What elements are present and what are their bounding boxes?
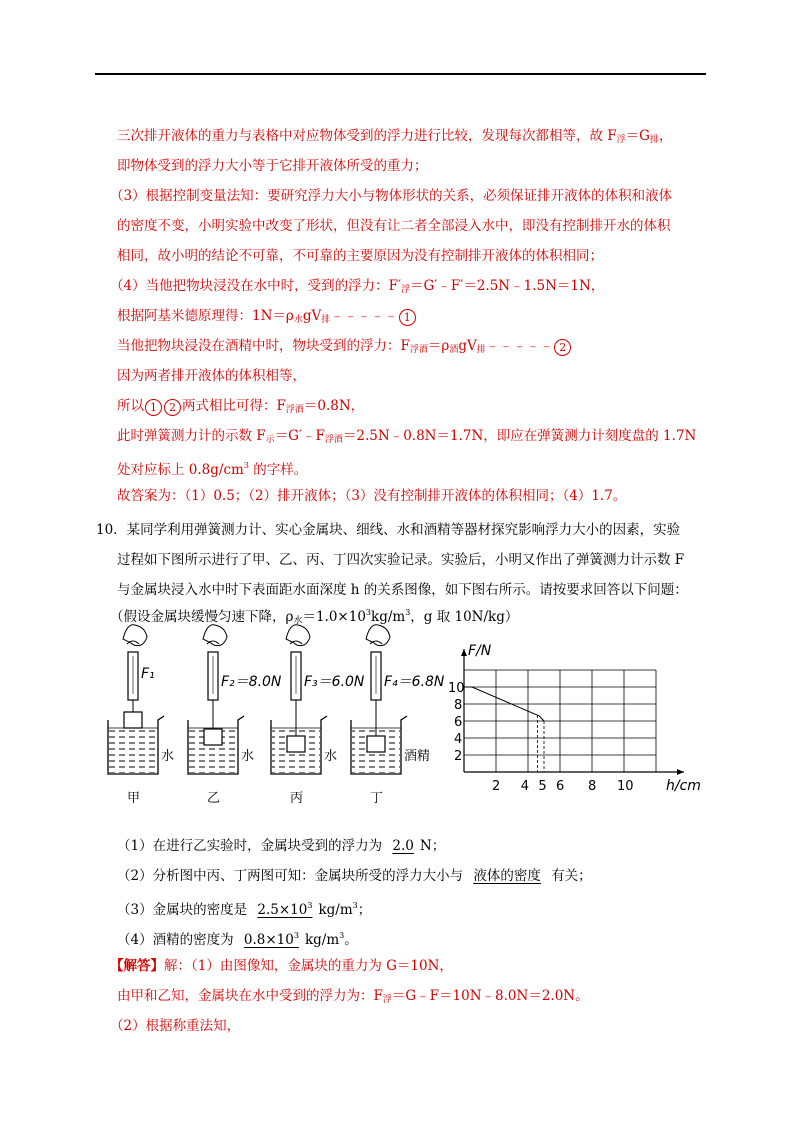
solution-line: （2）根据称重法知， [110, 1018, 241, 1034]
answer-blank: $2.5\times 10^3$ [257, 901, 313, 918]
y-axis-arrow [461, 649, 467, 656]
text-line: 的密度不变，小明实验中改变了形状，但没有让二者全部浸入水中，即没有控制排开水的体积 [117, 218, 671, 234]
x-tick-label: 4 [520, 779, 530, 794]
question-text: 与金属块浸入水中时下表面距水面深度 h 的关系图像，如下图右所示。请按要求回答以下问题： [117, 582, 688, 598]
text-line: 所以 1 2 两式相比可得：$F_{浮酒}=0.8N$， [117, 398, 365, 415]
experiment-figure [98, 614, 701, 824]
setup-name: 丙 [290, 791, 304, 806]
question-text: 10．某同学利用弹簧测力计、实心金属块、细线、水和酒精等器材探究影响浮力大小的因素，实验 [96, 522, 681, 538]
liquid-label: 酒精 [404, 749, 431, 764]
circled-number: 1 [145, 399, 162, 416]
x-tick-label: 10 [617, 779, 634, 794]
hand-icon [286, 625, 310, 646]
setup-2 [188, 625, 282, 806]
circled-number: 2 [554, 339, 571, 356]
text-line: 因为两者排开液体的体积相等， [117, 368, 306, 384]
answer-blank: $0.8\times 10^3$ [243, 931, 299, 948]
setup-4 [351, 625, 445, 806]
text-line: 根据阿基米德原理得：$1N=\rho_水gV_排﹣﹣﹣﹣﹣$ 1 [117, 307, 417, 329]
y-tick-label: 4 [454, 732, 463, 747]
text-line: 处对应标上 $0.8g/cm^3$ 的字样。 [117, 461, 308, 478]
question-condition: （假设金属块缓慢匀速下降，$\rho_水=1.0\times 10^3kg/m^3$，g 取 10N/kg） [110, 608, 519, 626]
metal-block [287, 736, 305, 752]
x-tick-label: 2 [492, 779, 501, 794]
x-axis-label: h/cm [666, 778, 701, 794]
x-tick-label: 6 [556, 779, 565, 794]
solution-tag: 【解答】 [110, 958, 164, 974]
text-line: 此时弹簧测力计的示数 $F_示=G'﹣F_{浮酒}=2.5N﹣0.8N=1.7N$，即应在弹簧测力计刻度盘的 1.7N [117, 428, 697, 445]
force-label: F₁ [141, 666, 155, 682]
answer-blank: 2.0 [392, 838, 414, 854]
force-label: F₂＝8.0N [221, 674, 282, 690]
sub-question: （3）金属块的密度是 $2.5\times 10^3$ $kg/m^3$； [117, 897, 371, 919]
circled-number: 1 [399, 309, 416, 326]
hand-icon [203, 625, 227, 646]
solution-line: 【解答】解：（1）由图像知，金属块的重力为 G＝10N， [110, 958, 453, 974]
setup-3 [271, 625, 365, 806]
force-label: F₄＝6.8N [384, 674, 445, 690]
force-depth-graph [448, 643, 701, 794]
sub-question: （1）在进行乙实验时，金属块受到的浮力为 2.0 N； [117, 838, 446, 854]
x-axis-arrow [677, 769, 684, 775]
text-line: 当他把物块浸没在酒精中时，物块受到的浮力：$F_{浮酒}=\rho_酒gV_排﹣﹣﹣﹣﹣$ 2 [117, 337, 572, 359]
liquid [109, 728, 157, 773]
hand-icon [366, 625, 390, 646]
metal-block [367, 736, 385, 752]
y-tick-label: 8 [454, 698, 463, 713]
y-tick-label: 10 [448, 681, 465, 696]
y-axis-label: F/N [468, 643, 492, 659]
answer-summary: 故答案为：（1）0.5；（2）排开液体；（3）没有控制排开液体的体积相同；（4）1.7。 [117, 488, 627, 504]
answer-blank: 液体的密度 [473, 868, 541, 884]
liquid-label: 水 [241, 749, 255, 764]
x-tick-label: 8 [588, 779, 597, 794]
setup-name: 乙 [207, 791, 221, 806]
sub-question: （2）分析图中丙、丁两图可知：金属块所受的浮力大小与 液体的密度 有关； [117, 868, 592, 884]
text-line: （4）当他把物块浸没在水中时，受到的浮力：$F'_浮=G'﹣F'=2.5N﹣1.5N=1N$， [110, 278, 605, 295]
text-line: 三次排开液体的重力与表格中对应物体受到的浮力进行比较，发现每次都相等，故 $F_浮=G_排$， [117, 128, 673, 145]
liquid-label: 水 [324, 749, 338, 764]
x-tick-label: 5 [538, 779, 547, 794]
text-line: （3）根据控制变量法知：要研究浮力大小与物体形状的关系，必须保证排开液体的体积和液体 [110, 188, 673, 204]
liquid-label: 水 [161, 749, 175, 764]
text-line: 相同，故小明的结论不可靠，不可靠的主要原因为没有控制排开液体的体积相同； [117, 248, 603, 264]
force-label: F₃＝6.0N [304, 674, 365, 690]
setup-name: 丁 [370, 791, 384, 806]
metal-block [124, 712, 142, 728]
solution-line: 由甲和乙知，金属块在水中受到的浮力为：$F_浮=G﹣F=10N﹣8.0N=2.0N$。 [117, 988, 589, 1005]
hand-icon [123, 625, 147, 646]
y-tick-label: 2 [454, 749, 463, 764]
sub-question: （4）酒精的密度为 $0.8\times 10^3$ $kg/m^3$。 [117, 927, 358, 949]
y-tick-label: 6 [454, 715, 463, 730]
text-line: 即物体受到的浮力大小等于它排开液体所受的重力； [117, 158, 428, 174]
setup-1 [108, 625, 174, 806]
header-rule [95, 73, 706, 75]
circled-number: 2 [164, 399, 181, 416]
metal-block [204, 729, 222, 745]
setup-name: 甲 [127, 791, 141, 806]
question-text: 过程如下图所示进行了甲、乙、丙、丁四次实验记录。实验后，小明又作出了弹簧测力计示数 F [117, 552, 685, 568]
